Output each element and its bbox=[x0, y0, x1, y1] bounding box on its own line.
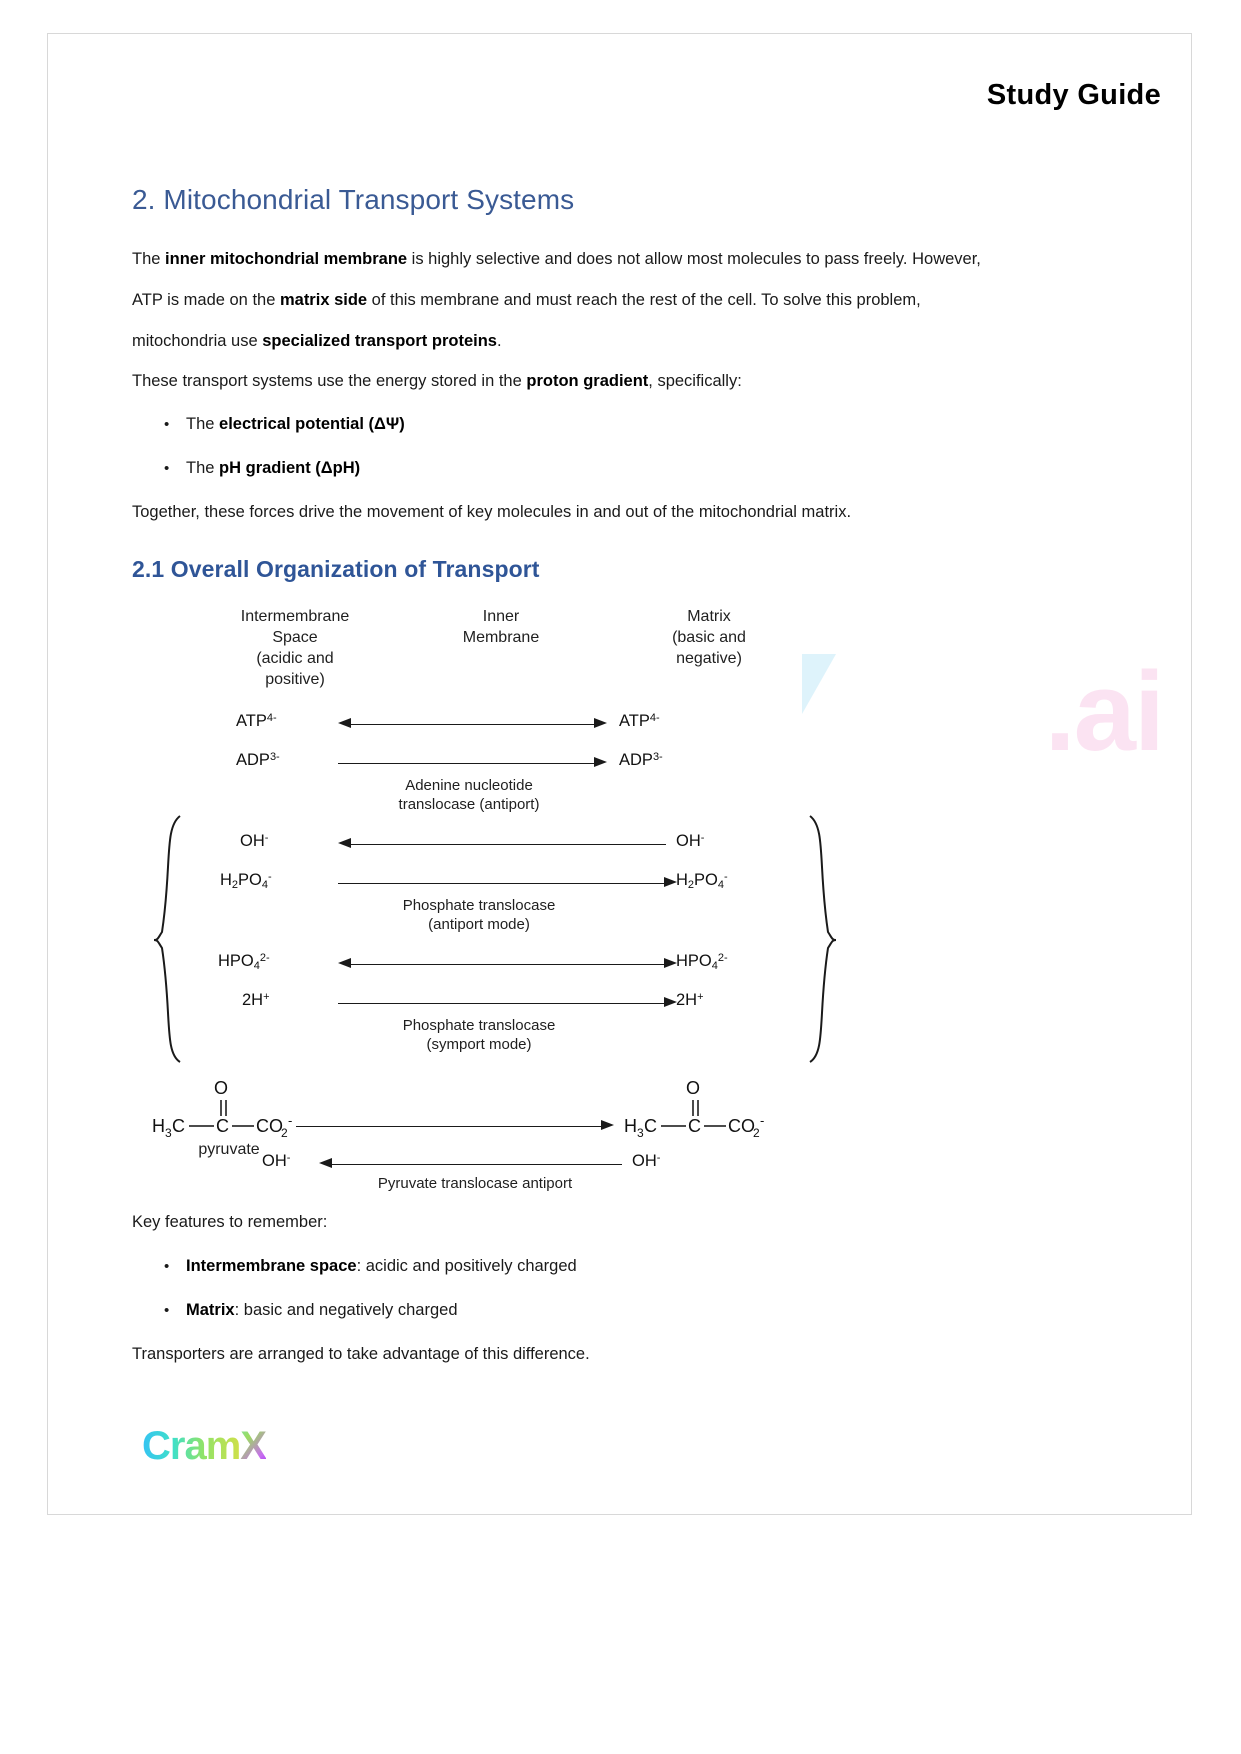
svg-text:2: 2 bbox=[281, 1126, 288, 1140]
label-oh-left-2: OH- bbox=[262, 1152, 291, 1170]
arrow-line-h2po4 bbox=[338, 883, 664, 884]
bullet-marker: • bbox=[164, 416, 170, 433]
label-h2po4-right: $H_2PO_4^-$ bbox=[676, 871, 728, 891]
col0-line2: (acidic and bbox=[256, 650, 334, 667]
arrow-line-atp bbox=[351, 724, 594, 725]
transport-diagram bbox=[144, 596, 851, 1192]
label-h2po4-left: $H_2PO_4^-$ bbox=[220, 871, 272, 891]
bullet-rest: : acidic and positively charged bbox=[356, 1257, 577, 1275]
svg-text:3: 3 bbox=[165, 1126, 172, 1140]
col0-line3: positive) bbox=[265, 671, 325, 688]
label-oh-right-1: OH- bbox=[676, 832, 705, 850]
arrow-head-right-pyruvate bbox=[601, 1120, 614, 1130]
watermark-ai-text: .ai bbox=[1044, 649, 1163, 774]
caption-phosphate-symport bbox=[329, 1016, 629, 1054]
closing-paragraph: Transporters are arranged to take advantage of this difference. bbox=[132, 1345, 590, 1363]
p1-bold-1: inner mitochondrial membrane bbox=[165, 250, 408, 268]
caption-pa-line0: Phosphate translocase bbox=[402, 897, 556, 914]
arrow-line-2h bbox=[338, 1003, 664, 1004]
svg-text:H: H bbox=[624, 1116, 637, 1136]
bullet-marker: • bbox=[164, 1258, 170, 1275]
p1-text-c: is highly selective and does not allow most molecules to pass freely. However, ATP is made on the bbox=[132, 250, 981, 309]
label-hpo4-left: $HPO_4^{2-}$ bbox=[218, 952, 270, 972]
list-item bbox=[132, 1290, 1008, 1331]
p1-text-e: . bbox=[496, 332, 502, 350]
label-oh-left-1: OH- bbox=[240, 832, 269, 850]
p1-bold-2: matrix side bbox=[279, 291, 368, 309]
bullet-rest: : basic and negatively charged bbox=[234, 1301, 458, 1319]
logo-word: Cram bbox=[142, 1424, 241, 1468]
svg-text:C: C bbox=[216, 1116, 229, 1136]
arrow-head-left-oh-2 bbox=[319, 1158, 332, 1168]
bullet-pre: The bbox=[186, 415, 220, 433]
caption-adenine-line1: translocase (antiport) bbox=[398, 796, 540, 813]
arrow-line-oh-2 bbox=[332, 1164, 622, 1165]
page-title: Study Guide bbox=[986, 79, 1161, 111]
column-header-matrix bbox=[614, 606, 804, 669]
caption-adenine-translocase bbox=[324, 776, 614, 814]
bullet-pre: The bbox=[186, 459, 220, 477]
bullet-bold: Intermembrane space bbox=[186, 1257, 357, 1275]
label-pyruvate-left: pyruvate bbox=[198, 1141, 260, 1158]
arrow-line-pyruvate bbox=[296, 1126, 601, 1127]
logo-x-mark: X bbox=[240, 1424, 266, 1468]
svg-text:-: - bbox=[288, 1113, 293, 1128]
col2-line0: Matrix bbox=[687, 608, 731, 625]
col2-line2: negative) bbox=[676, 650, 742, 667]
label-2h-right: 2H+ bbox=[676, 991, 704, 1009]
cramx-logo bbox=[142, 1426, 266, 1466]
p1-text-d: of this membrane and must reach the rest of the cell. To solve this problem, mitochondria use bbox=[132, 291, 921, 350]
pyruvate-structure-left-icon bbox=[150, 1076, 340, 1146]
svg-text:H: H bbox=[152, 1116, 165, 1136]
label-atp-right: $ATP^{4-}$ bbox=[619, 712, 660, 730]
svg-text:O: O bbox=[686, 1078, 701, 1098]
bullet-bold: Matrix bbox=[186, 1301, 235, 1319]
arrow-head-left-oh-1 bbox=[338, 838, 351, 848]
left-brace-icon bbox=[150, 814, 184, 1064]
label-adp-right: $ADP^{3-}$ bbox=[619, 751, 663, 769]
svg-text:C: C bbox=[644, 1116, 657, 1136]
caption-phosphate-antiport bbox=[329, 896, 629, 934]
svg-text:O: O bbox=[214, 1078, 229, 1098]
pyruvate-structure-right-icon bbox=[622, 1076, 817, 1146]
col2-line1: (basic and bbox=[672, 629, 746, 646]
caption-adenine-line0: Adenine nucleotide bbox=[405, 777, 533, 794]
label-hpo4-right: $HPO_4^{2-}$ bbox=[676, 952, 728, 972]
bullet-marker: • bbox=[164, 1302, 170, 1319]
arrow-line-hpo4 bbox=[351, 964, 664, 965]
caption-ps-line1: (symport mode) bbox=[426, 1036, 532, 1053]
arrow-head-right-atp bbox=[594, 718, 607, 728]
label-adp-left: $ADP^{3-}$ bbox=[236, 751, 280, 769]
p1-text-a: The bbox=[132, 250, 166, 268]
right-brace-icon bbox=[806, 814, 840, 1064]
subsection-heading: 2.1 Overall Organization of Transport bbox=[132, 556, 540, 582]
intro-paragraph-1 bbox=[132, 239, 1008, 362]
document-page bbox=[47, 33, 1192, 1515]
svg-text:CO: CO bbox=[256, 1116, 283, 1136]
col0-line0: Intermembrane bbox=[240, 608, 350, 625]
p2-text-c: , specifically: bbox=[648, 372, 742, 390]
arrow-line-oh-1 bbox=[351, 844, 666, 845]
list-item bbox=[132, 404, 1008, 445]
key-features-lead: Key features to remember: bbox=[132, 1213, 328, 1231]
p2-bold: proton gradient bbox=[526, 372, 649, 390]
caption-ps-line0: Phosphate translocase bbox=[402, 1017, 556, 1034]
caption-pa-line1: (antiport mode) bbox=[428, 916, 530, 933]
p1-bold-3: specialized transport proteins bbox=[262, 332, 497, 350]
bullet-bold: electrical potential (ΔΨ) bbox=[219, 415, 405, 433]
list-item bbox=[132, 1246, 1008, 1287]
arrow-line-adp bbox=[338, 763, 594, 764]
svg-text:-: - bbox=[760, 1113, 765, 1128]
caption-pyr-line0: Pyruvate translocase antiport bbox=[377, 1175, 573, 1192]
arrow-head-left-hpo4 bbox=[338, 958, 351, 968]
bullet-bold: pH gradient (ΔpH) bbox=[219, 459, 361, 477]
intro-paragraph-3: Together, these forces drive the movement of key molecules in and out of the mitochondrial matrix. bbox=[132, 503, 852, 521]
label-atp-left: $ATP^{4-}$ bbox=[236, 712, 277, 730]
label-oh-right-2: OH- bbox=[632, 1152, 661, 1170]
svg-text:3: 3 bbox=[637, 1126, 644, 1140]
p2-text-a: These transport systems use the energy stored in the bbox=[132, 372, 527, 390]
svg-text:C: C bbox=[172, 1116, 185, 1136]
label-2h-left: 2H+ bbox=[242, 991, 270, 1009]
arrow-head-left-atp bbox=[338, 718, 351, 728]
col1-line0: Inner bbox=[482, 608, 520, 625]
column-header-inner-membrane bbox=[416, 606, 586, 648]
caption-pyruvate-antiport bbox=[310, 1174, 640, 1193]
col0-line1: Space bbox=[272, 629, 318, 646]
section-heading: 2. Mitochondrial Transport Systems bbox=[132, 184, 575, 215]
svg-text:CO: CO bbox=[728, 1116, 755, 1136]
column-header-intermembrane-space bbox=[190, 606, 400, 690]
arrow-head-right-adp bbox=[594, 757, 607, 767]
svg-text:2: 2 bbox=[753, 1126, 760, 1140]
col1-line1: Membrane bbox=[462, 629, 540, 646]
svg-text:C: C bbox=[688, 1116, 701, 1136]
intro-paragraph-2 bbox=[132, 361, 1008, 402]
bullet-marker: • bbox=[164, 460, 170, 477]
list-item bbox=[132, 448, 1008, 489]
